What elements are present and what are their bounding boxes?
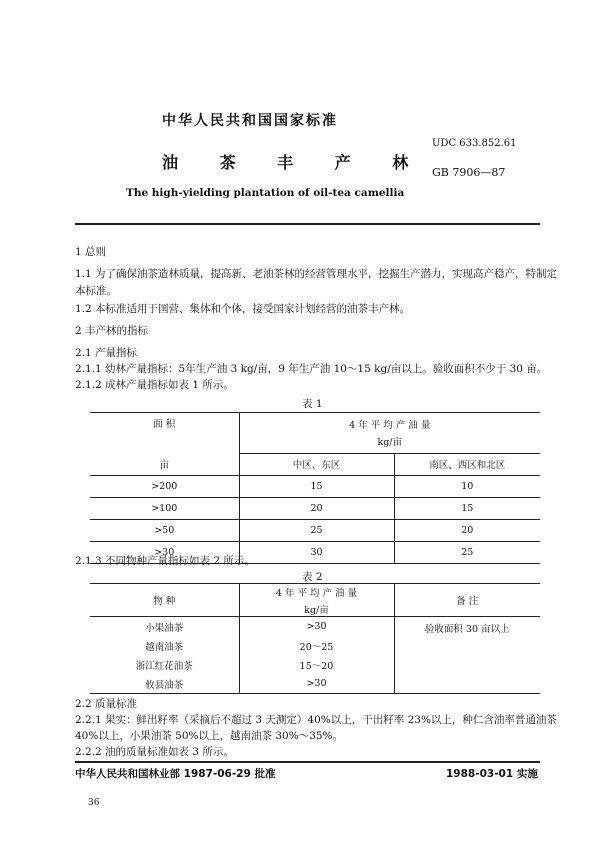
table-row (90, 475, 540, 497)
table-2-species-cell: 越南油茶 (145, 641, 184, 653)
table-1-area-cell: >200 (151, 480, 178, 492)
clause-2-1: 2.1 产量指标 (75, 347, 138, 359)
table-1-caption: 表 1 (302, 398, 323, 410)
footer-rule (75, 761, 540, 763)
clause-2-2-2: 2.2.2 油的质量标准如表 3 所示。 (75, 746, 234, 758)
document-title: 油 茶 丰 产 林 (162, 153, 427, 172)
table-2-species-header: 物 种 (153, 596, 176, 607)
table-1-area-cell: >30 (154, 546, 175, 558)
table-1-col-south-west-north: 南区、西区和北区 (394, 453, 540, 475)
gb-code: GB 7906—87 (432, 166, 506, 179)
national-standard-title: 中华人民共和国国家标准 (162, 113, 338, 129)
table-2-species-cell: 小果油茶 (145, 622, 184, 634)
approval-line: 中华人民共和国林业部 1987-06-29 批准 (75, 768, 276, 780)
clause-2-1-1: 2.1.1 幼林产量指标：5年生产油 3 kg/亩，9 年生产油 10～15 kg/亩以上。验收面积不少于 30 亩。 (75, 363, 548, 375)
table-1-area-unit: 亩 (159, 459, 169, 471)
table-2-species-cell: 浙江红花油茶 (135, 660, 193, 672)
table-2-yield-cell: >30 (239, 617, 394, 637)
table-1 (90, 412, 540, 564)
table-1-value-a: 30 (239, 541, 394, 563)
table-1-yield-header: 4 年 平 均 产 油 量 (349, 420, 431, 432)
clause-2-1-3: 2.1.3 不同物种产量指标如表 2 所示。 (75, 555, 255, 567)
table-1-area-header: 面 积 (153, 419, 176, 430)
effective-date: 1988-03-01 实施 (446, 768, 538, 780)
table-1-value-b: 10 (394, 475, 540, 497)
table-2-note: 验收面积 30 亩以上 (424, 624, 510, 635)
table-1-col-central-east: 中区、东区 (239, 453, 394, 475)
table-1-unit: kg/亩 (377, 437, 403, 449)
table-1-value-a: 15 (239, 475, 394, 497)
table-2 (90, 583, 540, 694)
table-1-value-b: 15 (394, 497, 540, 519)
clause-2-2-1-line1: 2.2.1 果实：鲜出籽率（采摘后不超过 3 天测定）40%以上，干出籽率 23%以上，种仁含油率普通油茶 (75, 714, 557, 726)
table-2-species-cell: 攸县油茶 (145, 679, 184, 691)
clause-2-2: 2.2 质量标准 (75, 698, 138, 710)
table-1-area-cell: >100 (151, 502, 178, 514)
table-2-yield-cell: >30 (239, 674, 394, 694)
table-2-note-header: 备 注 (394, 584, 540, 617)
table-2-yield-header: 4 年 平 均 产 油 量 (275, 587, 358, 599)
table-1-value-a: 20 (239, 497, 394, 519)
table-2-unit: kg/亩 (304, 604, 329, 616)
table-2-caption: 表 2 (302, 571, 323, 583)
table-row (90, 519, 540, 541)
clause-2-2-1-line2: 40%以上，小果油茶 50%以上，越南油茶 30%～35%。 (75, 730, 344, 742)
table-2-yield-cell: 20～25 (239, 636, 394, 655)
table-1-value-a: 25 (239, 519, 394, 541)
udc-code: UDC 633.852.61 (432, 138, 517, 149)
table-row (90, 617, 540, 637)
section-2-heading: 2 丰产林的指标 (75, 325, 149, 337)
table-1-value-b: 20 (394, 519, 540, 541)
header-rule (75, 223, 540, 225)
table-row (90, 497, 540, 519)
clause-1-1-line1: 1.1 为了确保油茶造林质量，提高新、老油茶林的经营管理水平，挖掘生产潜力，实现高产稳产，特制定 (75, 268, 558, 280)
clause-2-1-2: 2.1.2 成林产量指标如表 1 所示。 (75, 379, 234, 391)
clause-1-2: 1.2 本标准适用于国营、集体和个体，接受国家计划经营的油茶丰产林。 (75, 303, 411, 315)
clause-1-1-line2: 本标准。 (75, 285, 117, 297)
table-1-value-b: 25 (394, 541, 540, 563)
page-number: 36 (88, 798, 100, 808)
english-title: The high-yielding plantation of oil-tea camellia (126, 187, 405, 199)
table-2-yield-cell: 15～20 (239, 655, 394, 674)
table-1-area-cell: >50 (154, 524, 175, 536)
section-1-heading: 1 总则 (75, 246, 107, 258)
